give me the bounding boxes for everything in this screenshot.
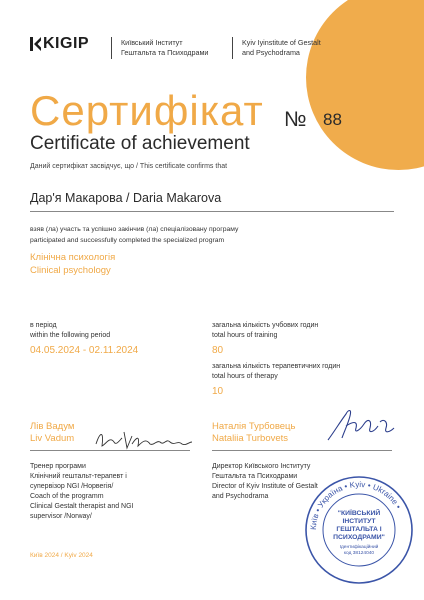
training-hours-label: загальна кількість учбових годин total hours of training xyxy=(212,322,319,339)
period-dates: 04.05.2024 - 02.11.2024 xyxy=(30,345,139,356)
kigip-logo xyxy=(30,37,89,51)
certificate-title: Сертифікат xyxy=(30,87,264,134)
footer-place-year: Київ 2024 / Kyiv 2024 xyxy=(30,552,93,559)
stamp-ring-text: Київ • Україна • Kyiv • Ukraine • xyxy=(308,479,403,531)
svg-text:ГЕШТАЛЬТА І: ГЕШТАЛЬТА І xyxy=(336,526,382,533)
right-signature xyxy=(320,402,400,448)
therapy-hours-value: 10 xyxy=(212,386,224,397)
institute-name-en: Kyiv Iyinstitute of Gestalt and Psychodrama xyxy=(242,38,321,57)
logo-mark-icon xyxy=(30,37,42,51)
certificate-subtitle: Certificate of achievement xyxy=(30,133,250,154)
institute-stamp xyxy=(303,474,415,586)
confirms-text: Даний сертифікат засвідчує, що / This certificate confirms that xyxy=(30,163,228,170)
program-name: Клінічна психологія Clinical psychology xyxy=(30,252,116,276)
decorative-circle xyxy=(306,0,424,170)
svg-text:ПСИХОДРАМИ": ПСИХОДРАМИ" xyxy=(333,534,385,541)
right-signature-line xyxy=(212,450,392,451)
svg-text:"КИЇВСЬКИЙ: "КИЇВСЬКИЙ xyxy=(337,510,381,517)
recipient-underline xyxy=(30,211,394,212)
header-divider xyxy=(232,37,233,59)
certificate-number: 88 xyxy=(323,110,342,129)
number-sign: № xyxy=(284,108,307,131)
period-label: в період within the following period xyxy=(30,322,111,339)
training-hours-value: 80 xyxy=(212,345,224,356)
left-signer-name: Лів Вадум Liv Vadum xyxy=(30,421,75,444)
left-signer-role: Тренер програми Клінічний гештальт-терапевт і супервізор NGI /Норвегія/ Coach of the programm Clinical Gestalt therapist and NGI supervisor /Norway/ xyxy=(30,463,134,520)
therapy-hours-label: загальна кількість терапевтичних годин total hours of therapy xyxy=(212,363,341,380)
svg-text:код 38124040: код 38124040 xyxy=(343,551,375,556)
institute-name-ua: Київський Інститут Гештальта та Психодрами xyxy=(121,38,209,57)
participation-text: взяв (ла) участь та успішно закінчив (ла) спеціалізовану програму participated and successfully completed the specialized program xyxy=(30,226,239,244)
svg-text:ІНСТИТУТ: ІНСТИТУТ xyxy=(342,518,376,525)
svg-text:Ідентифікаційний: Ідентифікаційний xyxy=(339,545,379,550)
right-signer-name: Наталія Турбовець Nataliia Turbovets xyxy=(212,421,296,444)
recipient-name: Дар'я Макарова / Daria Makarova xyxy=(30,191,222,205)
right-signer-role: Директор Київського Інституту Гештальта та Психодрами Director of Kyiv Institute of Gestalt and Psychodrama xyxy=(212,463,318,500)
logo-text: KIGIP xyxy=(43,35,90,52)
header-divider xyxy=(111,37,112,59)
left-signature-line xyxy=(30,450,190,451)
